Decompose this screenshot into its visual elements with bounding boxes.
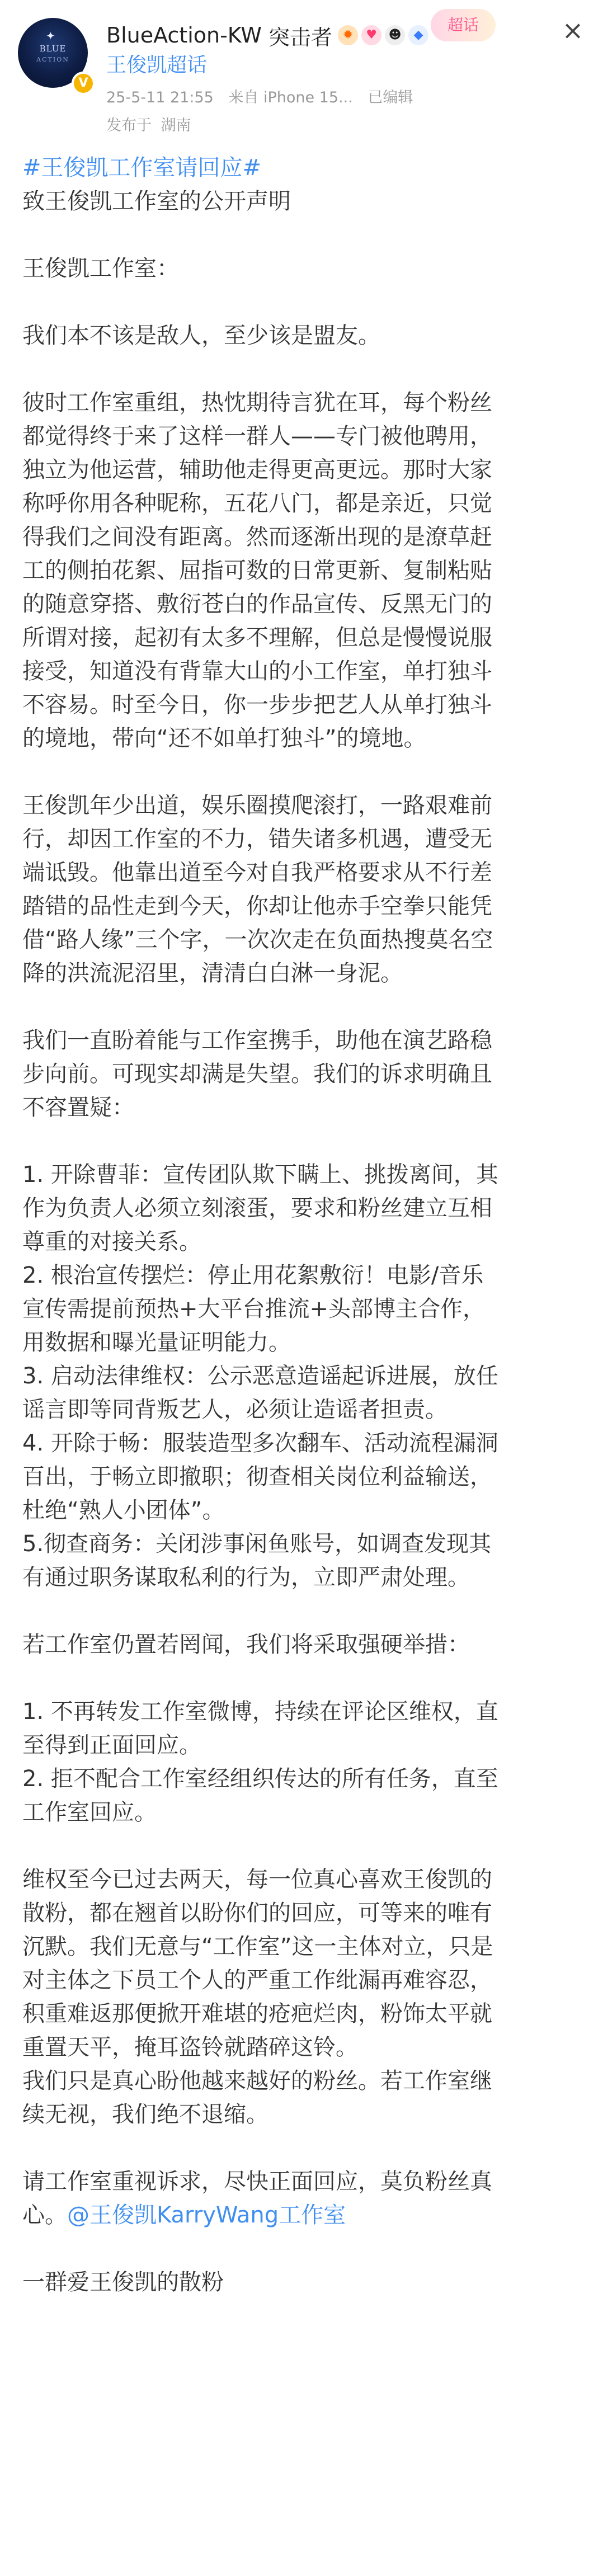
text-line: 接受，知道没有背靠大山的小工作室，单打独斗 [22,658,492,684]
text-line: 彼时工作室重组，热忱期待言犹在耳，每个粉丝 [22,390,492,416]
text-line: 我们一直盼着能与工作室携手，助他在演艺路稳 [22,1028,492,1053]
list-item: 宣传需提前预热+大平台推流+头部博主合作， [22,1296,486,1322]
location-row [106,113,196,135]
text-line: 我们本不该是敌人，至少该是盟友。 [22,323,380,349]
text-line: 独立为他运营，辅助他走得更高更远。那时大家 [22,457,492,483]
text-line: 端诋毁。他靠出道至今对自我严格要求从不行差 [22,860,492,886]
statement-title: 致王俊凯工作室的公开声明 [22,189,291,214]
text-line: 踏错的品性走到今天，你却让他赤手空拳只能凭 [22,893,492,919]
text-line: 步向前。可现实却满是失望。我们的诉求明确且 [22,1061,492,1087]
avatar-text: BLUE [39,44,67,54]
author-title-text: 突击者 [268,25,333,50]
badge-group [338,25,432,45]
paragraph-7 [22,2165,587,2232]
panda-badge-icon[interactable]: ☻ [385,25,405,45]
text-line: 行，却因工作室的不力，错失诸多机遇，遭受无 [22,826,492,852]
text-line: 的随意穿搭、敷衍苍白的作品宣传、反黑无门的 [22,591,492,617]
text-line: 借“路人缘”三个字，一次次走在负面热搜莫名空 [22,927,493,953]
list-item: 2. 拒不配合工作室经组织传达的所有任务，直至 [22,1766,498,1792]
list-item: 2. 根治宣传摆烂：停止用花絮敷衍！电影/音乐 [22,1263,484,1288]
text-line: 王俊凯年少出道，娱乐圈摸爬滚打，一路艰难前 [22,793,492,818]
mention-link[interactable]: @王俊凯KarryWang工作室 [67,2202,346,2228]
list-item: 杜绝“熟人小团体”。 [22,1497,225,1523]
text-line [22,2198,587,2232]
list-item: 4. 开除于畅：服装造型多次翻车、活动流程漏洞 [22,1430,498,1456]
greeting: 王俊凯工作室： [22,256,179,281]
text-line: 我们只是真心盼他越来越好的粉丝。若工作室继 [22,2068,492,2094]
avatar-subtext: ACTION [36,56,69,63]
paragraph-2 [22,386,587,755]
text-line: 维权至今已过去两天，每一位真心喜欢王俊凯的 [22,1867,492,1892]
text-line: 工的侧拍花絮、屈指可数的日常更新、复制粘贴 [22,558,492,583]
text-line: 都觉得终于来了这样一群人——专门被他聘用， [22,423,492,449]
text-line: 重置天平，掩耳盗铃就踏碎这铃。 [22,2035,358,2060]
list-item: 有通过职务谋取私利的行为，立即严肃处理。 [22,1565,470,1590]
signature: 一群爱王俊凯的散粉 [22,2269,224,2295]
post-header [0,0,603,151]
location-prefix: 发布于 [106,117,152,134]
post-source: 来自 iPhone 15... [228,89,353,106]
text-line: 不容易。时至今日，你一步步把艺人从单打独斗 [22,692,492,718]
paragraph-1 [22,319,587,352]
text-line: 积重难返那便掀开难堪的疮疤烂肉，粉饰太平就 [22,2001,492,2027]
text-line: 的境地，带向“还不如单打独斗”的境地。 [22,726,426,751]
text-line: 称呼你用各种昵称，五花八门，都是亲近，只觉 [22,491,492,516]
topic-link[interactable]: 王俊凯超话 [106,54,208,77]
list-item: 作为负责人必须立刻滚蛋，要求和粉丝建立互相 [22,1195,492,1221]
diamond-badge-icon[interactable]: ◆ [408,25,428,45]
list-item: 百出，于畅立即撤职；彻查相关岗位利益输送， [22,1464,492,1490]
author-title [262,20,332,51]
paragraph-4 [22,1024,587,1124]
post-date: 25-5-11 21:55 [106,89,214,106]
list-item: 3. 启动法律维权：公示恶意造谣起诉进展，放任 [22,1363,498,1389]
post-meta [106,85,423,107]
list-item: 工作室回应。 [22,1800,157,1825]
list-item: 5.彻查商务：关闭涉事闲鱼账号，如调查发现其 [22,1531,492,1557]
demands-list [22,1158,587,1594]
text-line: 降的洪流泥沼里，清清白白淋一身泥。 [22,960,403,986]
fire-badge-icon[interactable]: ✹ [338,25,358,45]
list-item: 谣言即等同背叛艺人，必须让造谣者担责。 [22,1397,447,1423]
measures-list [22,1695,587,1829]
text-line: 续无视，我们绝不退缩。 [22,2102,268,2127]
list-item: 1. 开除曹菲：宣传团队欺下瞒上、挑拨离间，其 [22,1162,498,1188]
author-name[interactable]: BlueAction-KW [106,23,262,48]
paragraph-5 [22,1628,587,1661]
list-item: 尊重的对接关系。 [22,1229,201,1255]
edited-label[interactable]: 已编辑 [368,89,413,106]
author-row [106,21,432,49]
list-item: 用数据和曝光量证明能力。 [22,1330,291,1355]
text-line: 请工作室重视诉求，尽快正面回应，莫负粉丝真 [22,2169,492,2194]
post-content [22,151,587,2299]
hashtag-link[interactable]: #王俊凯工作室请回应# [22,155,262,181]
location-value: 湖南 [161,117,191,134]
paragraph-6 [22,1863,587,2131]
text-line: 若工作室仍置若罔闻，我们将采取强硬举措： [22,1632,470,1657]
close-icon[interactable]: × [562,15,584,45]
heart-badge-icon[interactable]: ♥ [361,25,381,45]
text-line: 散粉，都在翘首以盼你们的回应，可等来的唯有 [22,1900,492,1926]
verified-badge-icon: V [72,72,95,95]
text-fragment: 心。 [22,2202,67,2228]
text-line: 不容置疑： [22,1095,134,1120]
paragraph-3 [22,789,587,990]
text-line: 所谓对接，起初有太多不理解，但总是慢慢说服 [22,625,492,651]
super-topic-tag[interactable]: 超话 [431,9,496,41]
list-item: 至得到正面回应。 [22,1732,201,1758]
text-line: 得我们之间没有距离。然而逐渐出现的是潦草赶 [22,524,492,550]
list-item: 1. 不再转发工作室微博，持续在评论区维权，直 [22,1699,498,1725]
text-line: 沉默。我们无意与“工作室”这一主体对立，只是 [22,1934,493,1960]
text-line: 对主体之下员工个人的严重工作纰漏再难容忍， [22,1967,492,1993]
star-icon: ✦ [46,29,55,43]
